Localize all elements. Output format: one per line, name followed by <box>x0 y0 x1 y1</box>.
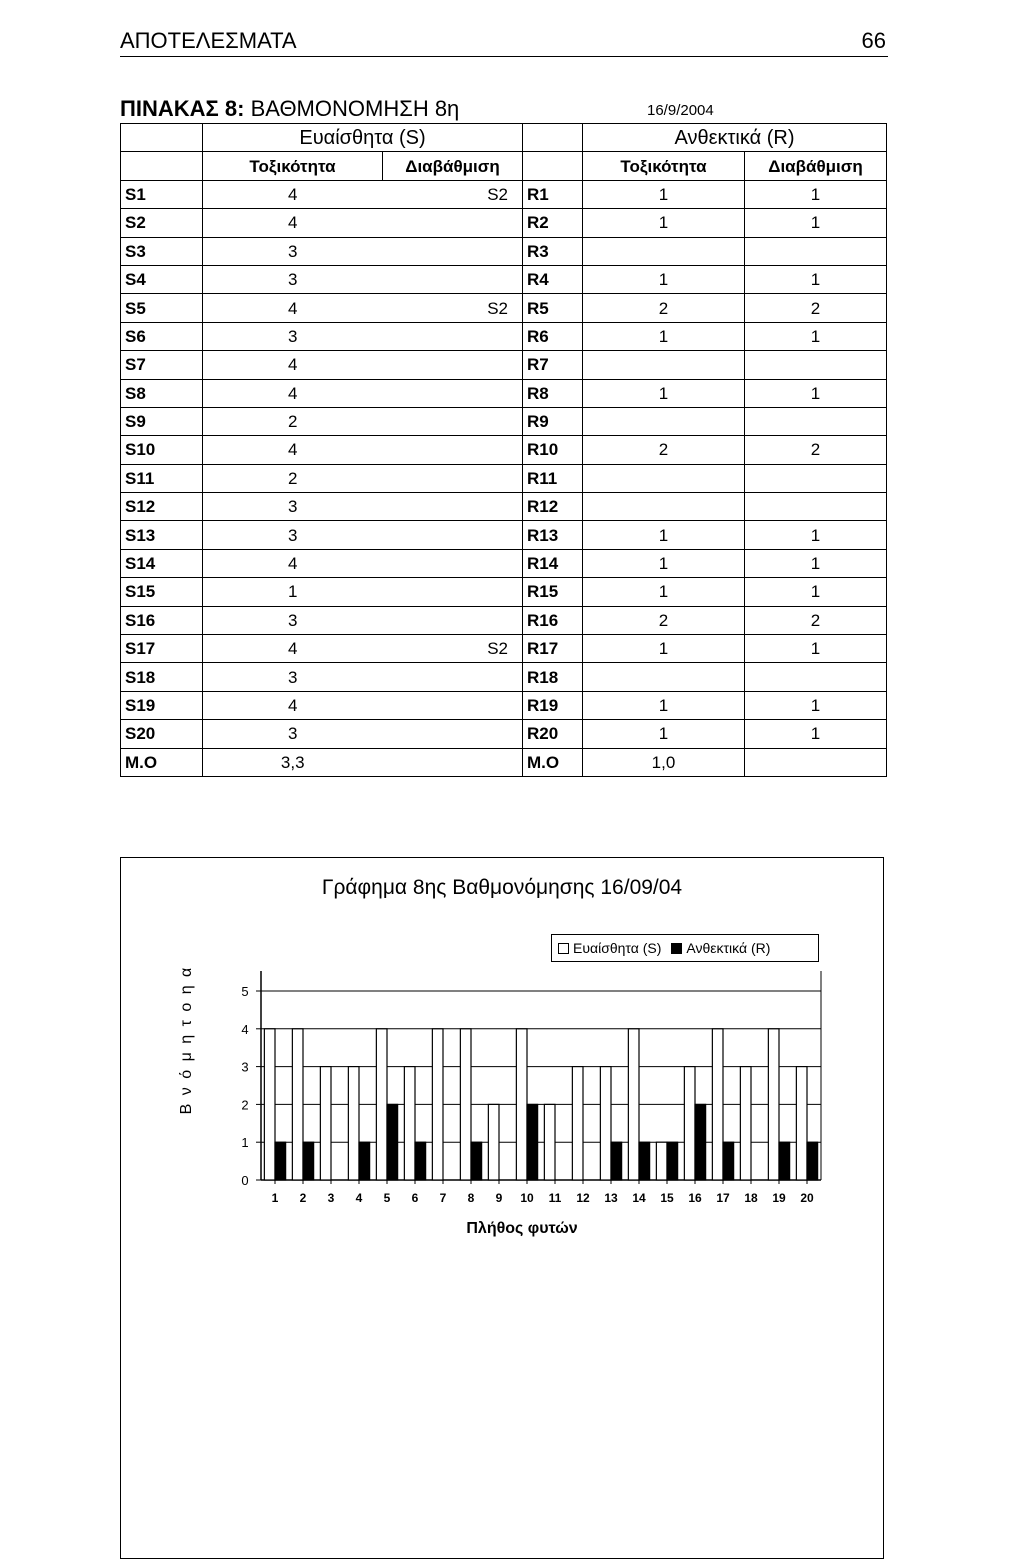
table-row <box>121 493 887 521</box>
sensitive-toxicity: 4 <box>203 436 383 464</box>
y-tick-label: 5 <box>241 984 249 999</box>
sensitive-toxicity: 4 <box>203 209 383 237</box>
bar-sensitive <box>572 1067 583 1180</box>
resistant-id: R1 <box>523 180 583 208</box>
sensitive-id: S4 <box>121 265 203 293</box>
mean-row <box>121 748 887 776</box>
sensitive-grading <box>383 209 523 237</box>
resistant-id: R13 <box>523 521 583 549</box>
bar-resistant <box>471 1142 482 1180</box>
resistant-grading: 1 <box>745 180 887 208</box>
sensitive-id: S9 <box>121 407 203 435</box>
y-tick-label: 0 <box>241 1173 249 1188</box>
resistant-toxicity: 1 <box>583 209 745 237</box>
bar-sensitive <box>376 1029 387 1180</box>
bar-sensitive <box>768 1029 779 1180</box>
table-number: ΠΙΝΑΚΑΣ 8: <box>120 96 245 121</box>
mean-label-r: M.O <box>523 748 583 776</box>
table-row <box>121 265 887 293</box>
sensitive-id: S20 <box>121 720 203 748</box>
bar-sensitive <box>292 1029 303 1180</box>
sensitive-grading: S2 <box>383 635 523 663</box>
bar-resistant <box>303 1142 314 1180</box>
table-caption: ΒΑΘΜΟΝΟΜΗΣΗ 8η <box>250 96 460 121</box>
bar-sensitive <box>348 1067 359 1180</box>
sensitive-toxicity: 3 <box>203 265 383 293</box>
sensitive-grading <box>383 407 523 435</box>
sensitive-toxicity: 4 <box>203 549 383 577</box>
sensitive-grading <box>383 549 523 577</box>
resistant-id: R4 <box>523 265 583 293</box>
x-tick-label: 13 <box>604 1191 618 1205</box>
sensitive-grading <box>383 436 523 464</box>
sensitive-toxicity: 4 <box>203 294 383 322</box>
sensitive-toxicity: 3 <box>203 720 383 748</box>
sensitive-grading <box>383 493 523 521</box>
x-tick-label: 3 <box>327 1191 335 1205</box>
sensitive-id: S5 <box>121 294 203 322</box>
resistant-toxicity: 1 <box>583 379 745 407</box>
bar-chart <box>121 858 883 1558</box>
bar-resistant <box>415 1142 426 1180</box>
sensitive-grading <box>383 663 523 691</box>
table-date: 16/9/2004 <box>647 102 714 119</box>
resistant-grading: 1 <box>745 635 887 663</box>
sensitive-id: S2 <box>121 209 203 237</box>
resistant-grading: 2 <box>745 436 887 464</box>
bar-sensitive <box>684 1067 695 1180</box>
table-row <box>121 606 887 634</box>
bar-sensitive <box>432 1029 443 1180</box>
running-header <box>120 28 888 57</box>
sensitive-grading <box>383 379 523 407</box>
resistant-id: R17 <box>523 635 583 663</box>
sensitive-grading <box>383 237 523 265</box>
x-tick-label: 9 <box>495 1191 503 1205</box>
resistant-grading <box>745 237 887 265</box>
sensitive-grading <box>383 606 523 634</box>
sensitive-grading <box>383 521 523 549</box>
bar-resistant <box>527 1104 538 1180</box>
x-tick-label: 7 <box>439 1191 447 1205</box>
resistant-id: R16 <box>523 606 583 634</box>
resistant-grading: 1 <box>745 549 887 577</box>
sensitive-grading <box>383 265 523 293</box>
resistant-toxicity: 1 <box>583 322 745 350</box>
sensitive-grading <box>383 464 523 492</box>
sensitive-grading <box>383 691 523 719</box>
sensitive-id: S6 <box>121 322 203 350</box>
resistant-grading: 1 <box>745 209 887 237</box>
resistant-toxicity: 1 <box>583 521 745 549</box>
x-tick-label: 10 <box>520 1191 534 1205</box>
resistant-toxicity <box>583 351 745 379</box>
mean-label-s: M.O <box>121 748 203 776</box>
resistant-grading: 1 <box>745 322 887 350</box>
x-tick-label: 18 <box>744 1191 758 1205</box>
y-tick-label: 1 <box>241 1135 249 1151</box>
sensitive-grading: S2 <box>383 180 523 208</box>
table-row <box>121 379 887 407</box>
resistant-toxicity: 1 <box>583 578 745 606</box>
resistant-toxicity: 1 <box>583 265 745 293</box>
sensitive-toxicity: 3 <box>203 493 383 521</box>
resistant-grading: 1 <box>745 265 887 293</box>
sensitive-id: S12 <box>121 493 203 521</box>
resistant-toxicity <box>583 407 745 435</box>
x-axis-label: Πλήθος φυτών <box>466 1220 578 1237</box>
sensitive-grading <box>383 322 523 350</box>
sensitive-id: S15 <box>121 578 203 606</box>
page-number: 66 <box>861 28 886 53</box>
sensitive-grading: S2 <box>383 294 523 322</box>
resistant-toxicity: 1 <box>583 691 745 719</box>
bar-resistant <box>275 1142 286 1180</box>
resistant-id: R5 <box>523 294 583 322</box>
table-row <box>121 663 887 691</box>
table-row <box>121 237 887 265</box>
resistant-id: R20 <box>523 720 583 748</box>
resistant-toxicity: 2 <box>583 436 745 464</box>
x-tick-label: 5 <box>383 1191 391 1205</box>
sensitive-id: S11 <box>121 464 203 492</box>
sensitive-id: S8 <box>121 379 203 407</box>
table-row <box>121 549 887 577</box>
resistant-grading: 2 <box>745 294 887 322</box>
bar-resistant <box>639 1142 650 1180</box>
bar-sensitive <box>460 1029 471 1180</box>
table-row <box>121 578 887 606</box>
resistant-grading <box>745 351 887 379</box>
col-toxicity-r: Τοξικότητα <box>583 152 745 180</box>
x-tick-label: 14 <box>632 1191 646 1205</box>
table-row <box>121 294 887 322</box>
resistant-grading: 1 <box>745 578 887 606</box>
sensitive-id: S1 <box>121 180 203 208</box>
blank-cell <box>745 748 887 776</box>
sensitive-toxicity: 2 <box>203 464 383 492</box>
sensitive-toxicity: 3 <box>203 521 383 549</box>
group-resistant: Ανθεκτικά (R) <box>583 124 887 152</box>
col-grading-s: Διαβάθμιση <box>383 152 523 180</box>
resistant-id: R19 <box>523 691 583 719</box>
blank-cell <box>523 152 583 180</box>
resistant-toxicity: 2 <box>583 294 745 322</box>
bar-resistant <box>667 1142 678 1180</box>
y-tick-label: 2 <box>241 1097 249 1113</box>
sensitive-grading <box>383 351 523 379</box>
sensitive-id: S14 <box>121 549 203 577</box>
table-row <box>121 436 887 464</box>
bar-resistant <box>807 1142 818 1180</box>
resistant-id: R12 <box>523 493 583 521</box>
sensitive-toxicity: 4 <box>203 691 383 719</box>
resistant-id: R11 <box>523 464 583 492</box>
bar-sensitive <box>656 1142 667 1180</box>
sensitive-toxicity: 4 <box>203 351 383 379</box>
bar-sensitive <box>544 1104 555 1180</box>
table-row <box>121 209 887 237</box>
section-title: ΑΠΟΤΕΛΕΣΜΑΤΑ <box>120 28 297 53</box>
resistant-toxicity <box>583 663 745 691</box>
table-title <box>120 96 459 122</box>
x-tick-label: 16 <box>688 1191 702 1205</box>
sensitive-id: S7 <box>121 351 203 379</box>
sensitive-id: S16 <box>121 606 203 634</box>
bar-sensitive <box>796 1067 807 1180</box>
table-row <box>121 322 887 350</box>
table-row <box>121 464 887 492</box>
mean-toxicity-r: 1,0 <box>583 748 745 776</box>
sensitive-toxicity: 4 <box>203 635 383 663</box>
group-header-row <box>121 124 887 152</box>
sensitive-toxicity: 1 <box>203 578 383 606</box>
y-tick-label: 3 <box>241 1059 249 1075</box>
blank-cell <box>383 748 523 776</box>
sensitive-toxicity: 2 <box>203 407 383 435</box>
sensitive-id: S17 <box>121 635 203 663</box>
bar-resistant <box>779 1142 790 1180</box>
resistant-toxicity <box>583 237 745 265</box>
resistant-id: R7 <box>523 351 583 379</box>
chart-frame <box>120 857 884 1559</box>
legend-label-sensitive: Ευαίσθητα (S) <box>573 940 662 956</box>
bar-sensitive <box>404 1067 415 1180</box>
legend-label-resistant: Ανθεκτικά (R) <box>686 940 771 956</box>
resistant-grading: 2 <box>745 606 887 634</box>
resistant-id: R2 <box>523 209 583 237</box>
resistant-toxicity: 1 <box>583 720 745 748</box>
sensitive-id: S19 <box>121 691 203 719</box>
x-tick-label: 6 <box>411 1191 419 1205</box>
bar-sensitive <box>516 1029 527 1180</box>
x-tick-label: 2 <box>299 1191 307 1205</box>
bar-sensitive <box>488 1104 499 1180</box>
resistant-id: R18 <box>523 663 583 691</box>
bar-resistant <box>695 1104 706 1180</box>
sensitive-id: S3 <box>121 237 203 265</box>
resistant-id: R9 <box>523 407 583 435</box>
bar-sensitive <box>740 1067 751 1180</box>
bar-sensitive <box>628 1029 639 1180</box>
resistant-id: R8 <box>523 379 583 407</box>
bar-resistant <box>611 1142 622 1180</box>
mean-toxicity-s: 3,3 <box>203 748 383 776</box>
bar-sensitive <box>600 1067 611 1180</box>
bar-resistant <box>723 1142 734 1180</box>
resistant-grading <box>745 493 887 521</box>
group-sensitive: Ευαίσθητα (S) <box>203 124 523 152</box>
x-tick-label: 11 <box>548 1191 562 1205</box>
resistant-toxicity: 1 <box>583 180 745 208</box>
resistant-grading <box>745 407 887 435</box>
resistant-grading: 1 <box>745 521 887 549</box>
x-tick-label: 1 <box>271 1191 279 1205</box>
bar-resistant <box>387 1104 398 1180</box>
sensitive-toxicity: 3 <box>203 322 383 350</box>
resistant-toxicity <box>583 464 745 492</box>
col-grading-r: Διαβάθμιση <box>745 152 887 180</box>
x-tick-label: 12 <box>576 1191 590 1205</box>
resistant-grading <box>745 663 887 691</box>
sensitive-grading <box>383 720 523 748</box>
x-tick-label: 8 <box>467 1191 475 1205</box>
sensitive-id: S13 <box>121 521 203 549</box>
resistant-toxicity: 2 <box>583 606 745 634</box>
table-row <box>121 521 887 549</box>
bar-sensitive <box>320 1067 331 1180</box>
resistant-toxicity: 1 <box>583 635 745 663</box>
resistant-id: R6 <box>523 322 583 350</box>
x-tick-label: 20 <box>800 1191 814 1205</box>
sensitive-toxicity: 3 <box>203 663 383 691</box>
resistant-id: R10 <box>523 436 583 464</box>
resistant-grading <box>745 464 887 492</box>
sensitive-toxicity: 3 <box>203 606 383 634</box>
resistant-id: R15 <box>523 578 583 606</box>
x-tick-label: 17 <box>716 1191 730 1205</box>
sensitive-toxicity: 3 <box>203 237 383 265</box>
table-row <box>121 180 887 208</box>
bar-sensitive <box>712 1029 723 1180</box>
resistant-grading: 1 <box>745 379 887 407</box>
table-row <box>121 720 887 748</box>
y-tick-label: 4 <box>241 1021 249 1037</box>
x-tick-label: 15 <box>660 1191 674 1205</box>
col-toxicity-s: Τοξικότητα <box>203 152 383 180</box>
bar-resistant <box>359 1142 370 1180</box>
x-tick-label: 4 <box>355 1191 363 1205</box>
resistant-grading: 1 <box>745 720 887 748</box>
sensitive-grading <box>383 578 523 606</box>
sensitive-id: S10 <box>121 436 203 464</box>
x-tick-label: 19 <box>772 1191 786 1205</box>
sensitive-toxicity: 4 <box>203 180 383 208</box>
resistant-id: R3 <box>523 237 583 265</box>
blank-cell <box>523 124 583 152</box>
blank-cell <box>121 152 203 180</box>
resistant-toxicity <box>583 493 745 521</box>
sensitive-toxicity: 4 <box>203 379 383 407</box>
sensitive-id: S18 <box>121 663 203 691</box>
grading-table <box>120 123 887 777</box>
table-row <box>121 351 887 379</box>
blank-cell <box>121 124 203 152</box>
resistant-id: R14 <box>523 549 583 577</box>
resistant-grading: 1 <box>745 691 887 719</box>
table-row <box>121 407 887 435</box>
bar-sensitive <box>264 1029 275 1180</box>
resistant-toxicity: 1 <box>583 549 745 577</box>
column-header-row <box>121 152 887 180</box>
chart-title: Γράφημα 8ης Βαθμονόμησης 16/09/04 <box>321 876 683 899</box>
table-row <box>121 691 887 719</box>
table-row <box>121 635 887 663</box>
y-axis-label: Β ν ό μ η τ ο η α <box>178 965 195 1115</box>
